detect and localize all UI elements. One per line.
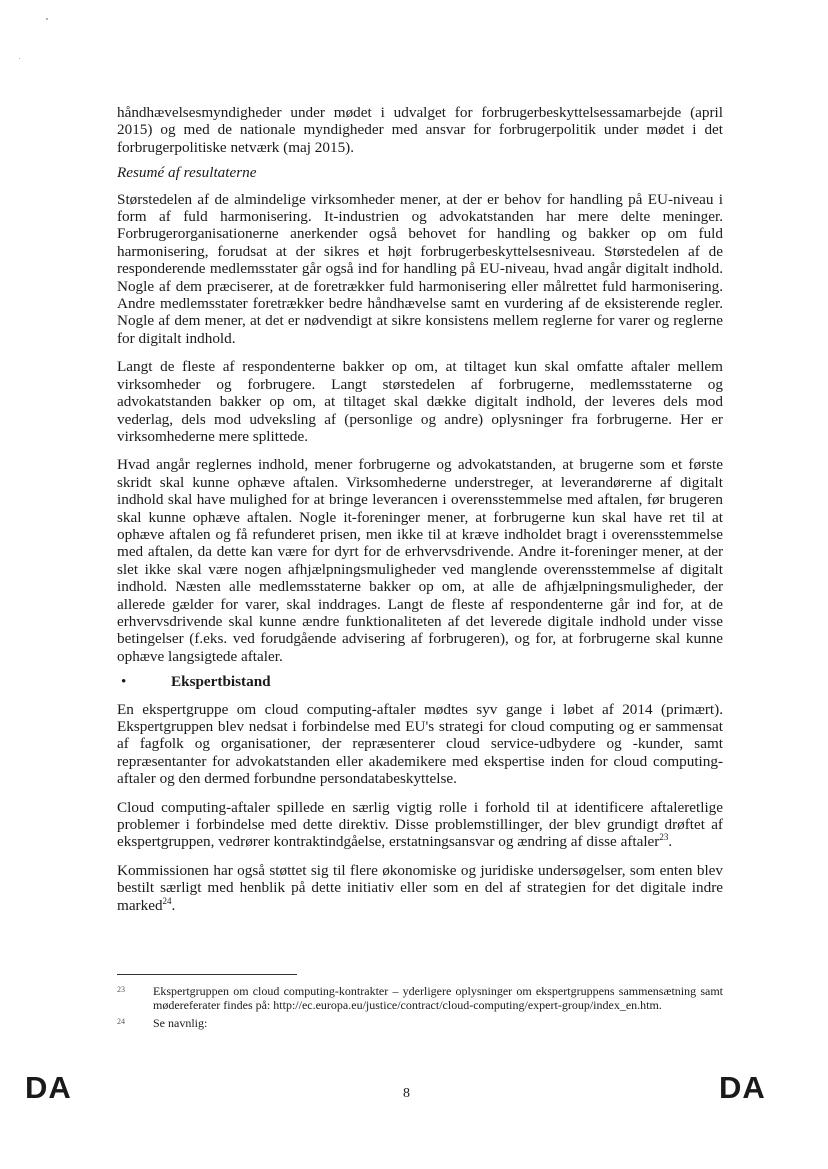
- footnote-divider: [117, 974, 297, 975]
- scan-speck: [19, 58, 20, 59]
- paragraph: Langt de fleste af respondenterne bakker op om, at tiltaget kun skal omfatte aftaler mellem virksomheder og forbrugere. Langt størstedelen af forbrugerne, medlemsstaterne og advokatstanden bakker op om, at tiltaget skal dække digitalt indhold, der leveres dels mod vederlag, dels mod udveksling af (personlige og andre) oplysninger fra forbrugerne. Her er virksomhederne mere splittede.: [117, 358, 723, 445]
- paragraph: håndhævelsesmyndigheder under mødet i udvalget for forbrugerbeskyttelsessamarbejde (april 2015) og med de nationale myndigheder med ansvar for forbrugerpolitik under mødet i det forbrugerpolitiske netværk (maj 2015).: [117, 104, 723, 156]
- language-code-left: DA: [25, 1070, 72, 1105]
- paragraph: [117, 799, 723, 851]
- section-subheading: Resumé af resultaterne: [117, 164, 257, 182]
- paragraph: Hvad angår reglernes indhold, mener forbrugerne og advokatstanden, at brugerne som et første skridt skal kunne ophæve aftalen. Virksomhederne understreger, at leverandørerne af digitalt indhold skal have mulighed for at bringe leverancen i overensstemmelse med aftalen, før brugeren skal kunne ophæve aftalen. Nogle it-foreninger mener, at forbrugerne kun skal have ret til at ophæve aftalen og få refunderet prisen, men ikke til at kræve indholdet bragt i overensstemmelse med aftalen, da dette kan være for dyrt for de erhvervsdrivende. Andre it-foreninger mener, at der slet ikke skal være nogen afhjælpningsmuligheder ved manglende overensstemmelse af digitalt indhold. Næsten alle medlemsstaterne bakker op om, at alle de afhjælpningsmuligheder, der allerede gælder for varer, skal inddrages. Langt de fleste af respondenterne går ind for, at de erhvervsdrivende skal kunne ændre funktionaliteten af det leverede digitale indhold under visse betingelser (f.eks. ved forudgående advisering af forbrugeren), og for, at forbrugerne skal kunne ophæve langsigtede aftaler.: [117, 456, 723, 665]
- footnote-item: [117, 984, 723, 1013]
- footnote-text: Se navnlig:: [153, 1015, 208, 1030]
- footnote-number: 23: [117, 985, 125, 994]
- language-code-right: DA: [719, 1070, 766, 1105]
- paragraph-end: .: [171, 896, 176, 914]
- main-text: [117, 104, 723, 925]
- paragraph: Størstedelen af de almindelige virksomheder mener, at der er behov for handling på EU-niveau i form af fuld harmonisering. It-industrien og advokatstanden har mere delte meninger. Forbrugerorganisationerne anerkender også behovet for handling og bakker op om fuld harmonisering, forudsat at der sikres et højt forbrugerbeskyttelsesniveau. Størstedelen af de responderende medlemsstater går også ind for handling på EU-niveau, hvad angår digitalt indhold. Nogle af dem præciserer, at de foretrækker fuld harmonisering eller målrettet fuld harmonisering. Andre medlemsstater foretrækker bedre håndhævelse samt en vurdering af de eksisterende regler. Nogle af dem mener, at det er nødvendigt at sikre konsistens mellem reglerne for varer og reglerne for digitalt indhold.: [117, 190, 723, 347]
- footnote-text: Ekspertgruppen om cloud computing-kontrakter – yderligere oplysninger om ekspertgruppens sammensætning samt mødereferater findes på: http://ec.europa.eu/justice/contract/cloud-computing/expert-group/index_en.htm.: [153, 984, 723, 1013]
- footnote-ref[interactable]: 24: [162, 895, 172, 906]
- bullet-heading-text: Ekspertbistand: [171, 673, 271, 691]
- footnote-item: [117, 1016, 723, 1030]
- paragraph-text: Kommissionen har også støttet sig til flere økonomiske og juridiske undersøgelser, som enten blev bestilt særligt med henblik på dette initiativ eller som en del af strategien for det digitale indre marked: [117, 861, 723, 914]
- scan-speck: [46, 18, 48, 20]
- bullet-icon: •: [121, 673, 127, 691]
- bullet-heading: [117, 673, 723, 690]
- paragraph-text: Cloud computing-aftaler spillede en særlig vigtig rolle i forhold til at identificere aftaleretlige problemer i forbindelse med dette direktiv. Disse problemstillinger, der blev grundigt drøftet af ekspertgruppen, vedrører kontraktindgåelse, erstatningsansvar og ændring af disse aftaler: [117, 798, 723, 851]
- footnote-ref[interactable]: 23: [659, 832, 669, 843]
- page-number: 8: [403, 1086, 410, 1101]
- paragraph: En ekspertgruppe om cloud computing-aftaler mødtes syv gange i løbet af 2014 (primært). Ekspertgruppen blev nedsat i forbindelse med EU's strategi for cloud computing og er sammensat af fagfolk og organisationer, der repræsenterer cloud service-udbydere og -kunder, samt repræsentanter for advokatstanden eller akademikere med ekspertise inden for cloud computing-aftaler og den dermed forbundne persondatabeskyttelse.: [117, 700, 723, 788]
- footnotes: [117, 984, 723, 1033]
- paragraph-end: .: [668, 833, 673, 851]
- paragraph: [117, 862, 723, 914]
- footnote-number: 24: [117, 1016, 125, 1026]
